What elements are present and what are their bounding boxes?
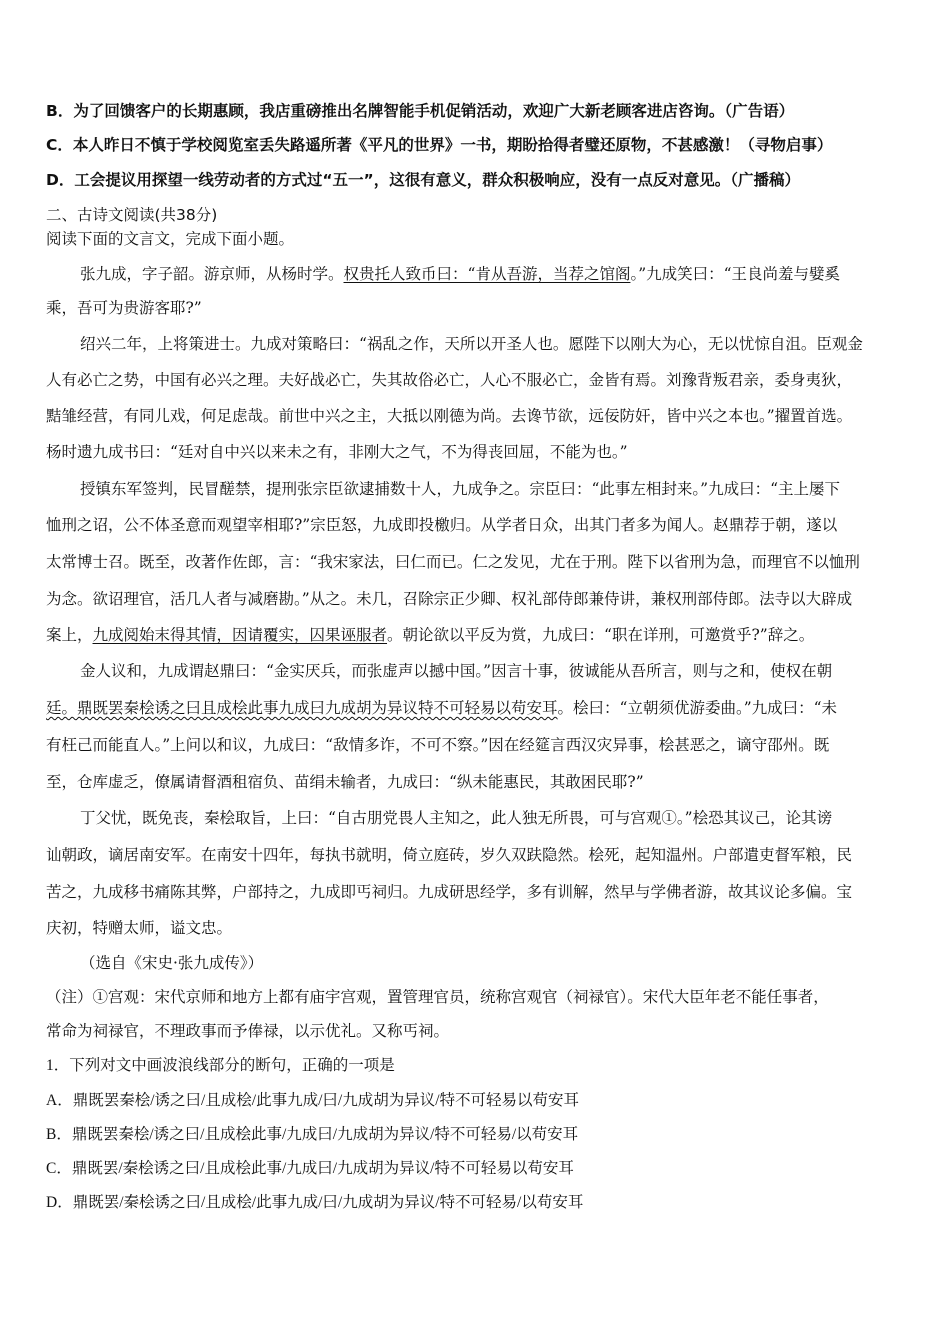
passage-p3-line3: 太常博士召。既至，改著作佐郎，言：“我宋家法，曰仁而已。仁之发见，尤在于刑。陛下以省刑为急，而理官不以恤刑 (46, 553, 860, 571)
section-title: 二、古诗文阅读(共38分) (46, 206, 218, 224)
instruction: 阅读下面的文言文，完成下面小题。 (46, 231, 295, 248)
passage-p4-line1: 金人议和，九成谓赵鼎曰：“金实厌兵，而张虚声以撼中国。”因言十事，彼诚能从吾所言，则与之和，使权在朝 (80, 662, 833, 680)
passage-source: （选自《宋史·张九成传》） (80, 954, 264, 972)
passage-p1-line1 (80, 264, 840, 284)
passage-p2-line4: 杨时遗九成书曰：“廷对自中兴以来未之有，非刚大之气，不为得丧回屈，不能为也。” (46, 443, 628, 461)
passage-p3-line2: 恤刑之诏，公不体圣意而观望宰相耶?”宗臣怒，九成即投檄归。从学者日众，出其门者多为闻人。赵鼎荐于朝，遂以 (46, 516, 838, 534)
note-line2: 常命为祠禄官，不理政事而予俸禄，以示优礼。又称丐祠。 (46, 1023, 450, 1040)
passage-p5-line3: 苦之，九成移书痛陈其弊，户部持之，九成即丐祠归。九成研思经学，多有训解，然早与学佛者游，故其议论多偏。宝 (46, 883, 853, 901)
passage-p1-line2: 乘，吾可为贵游客耶?” (46, 299, 202, 317)
passage-text: 。”九成笑曰：“王良尚羞与嬖奚 (630, 265, 841, 283)
passage-p2-line3: 黠雏经营，有同儿戏，何足虑哉。前世中兴之主，大抵以刚德为尚。去谗节欲，远佞防奸，皆中兴之本也。”擢置首选。 (46, 407, 853, 425)
option-b-top: B．为了回馈客户的长期惠顾，我店重磅推出名牌智能手机促销活动，欢迎广大新老顾客进店咨询。（广告语） (46, 102, 795, 120)
question-option-d[interactable]: D．鼎既罢/秦桧诱之曰/且成桧/此事九成/曰/九成胡为异议/特不可轻易/以苟安耳 (46, 1194, 584, 1211)
passage-text: 。桧曰：“立朝须优游委曲。”九成曰：“未 (557, 699, 838, 717)
passage-text: 。朝论欲以平反为赏，九成曰：“职在详刑，可邀赏乎?”辞之。 (387, 626, 815, 644)
passage-p3-line1: 授镇东军签判，民冒醝禁，提刑张宗臣欲逮捕数十人，九成争之。宗臣曰：“此事左相封来。”九成曰：“主上屡下 (80, 480, 841, 498)
passage-p5-line4: 庆初，特赠太师，谥文忠。 (46, 919, 233, 937)
wavy-underlined-sentence: 廷。鼎既罢秦桧诱之曰且成桧此事九成曰九成胡为异议特不可轻易以苟安耳 (46, 699, 558, 717)
note-line1: （注）①宫观：宋代京师和地方上都有庙宇宫观，置管理官员，统称宫观官（祠禄官）。宋代大臣年老不能任事者， (46, 989, 829, 1006)
passage-p5-line2: 讪朝政，谪居南安军。在南安十四年，每执书就明，倚立庭砖，岁久双趺隐然。桧死，起知温州。户部遣吏督军粮，民 (46, 846, 853, 864)
passage-p4-line2 (46, 698, 837, 718)
underlined-sentence-2: 九成阅始末得其情，因请覆实，囚果诬服者 (92, 626, 388, 644)
passage-p3-line4: 为念。欲诏理官，活几人者与减磨勘。”从之。未几，召除宗正少卿、权礼部侍郎兼侍讲，兼权刑部侍郎。法寺以大辟成 (46, 590, 853, 608)
question-option-c[interactable]: C．鼎既罢/秦桧诱之曰/且成桧此事/九成曰/九成胡为异议/特不可轻易以苟安耳 (46, 1160, 574, 1177)
passage-p5-line1: 丁父忧，既免丧，秦桧取旨，上曰：“自古朋党畏人主知之，此人独无所畏，可与宫观①。”桧恐其议己，论其谤 (80, 809, 833, 827)
question-option-b[interactable]: B．鼎既罢秦桧/诱之曰/且成桧此事/九成曰/九成胡为异议/特不可轻易/以苟安耳 (46, 1126, 579, 1143)
option-d-top: D．工会提议用探望一线劳动者的方式过“五一”，这很有意义，群众积极响应，没有一点反对意见。（广播稿） (46, 171, 800, 189)
underlined-sentence-1: 权贵托人致币曰：“肯从吾游，当荐之馆阁 (343, 265, 631, 283)
passage-p2-line1: 绍兴二年，上将策进士。九成对策略曰：“祸乱之作，天所以开圣人也。愿陛下以刚大为心，无以忧惊自沮。臣观金 (80, 335, 863, 353)
passage-p4-line3: 有枉己而能直人。”上问以和议，九成曰：“敌情多诈，不可不察。”因在经筵言西汉灾异事，桧甚恶之，谪守邵州。既 (46, 736, 830, 754)
option-c-top: C．本人昨日不慎于学校阅览室丢失路遥所著《平凡的世界》一书，期盼拾得者璧还原物，不甚感激！（寻物启事） (46, 136, 833, 154)
question-stem: 1．下列对文中画波浪线部分的断句，正确的一项是 (46, 1057, 395, 1074)
passage-p4-line4: 至，仓库虚乏，僚属请督酒租宿负、苗绢未输者，九成曰：“纵未能惠民，其敢困民耶?” (46, 773, 644, 791)
passage-text: 张九成，字子韶。游京师，从杨时学。 (80, 265, 344, 283)
passage-p3-line5 (46, 625, 814, 645)
passage-p2-line2: 人有必亡之势，中国有必兴之理。夫好战必亡，失其故俗必亡，人心不服必亡，金皆有焉。刘豫背叛君亲，委身夷狄， (46, 371, 853, 389)
passage-text: 案上， (46, 626, 93, 644)
question-option-a[interactable]: A．鼎既罢秦桧/诱之曰/且成桧/此事九成/曰/九成胡为异议/特不可轻易以苟安耳 (46, 1092, 580, 1109)
